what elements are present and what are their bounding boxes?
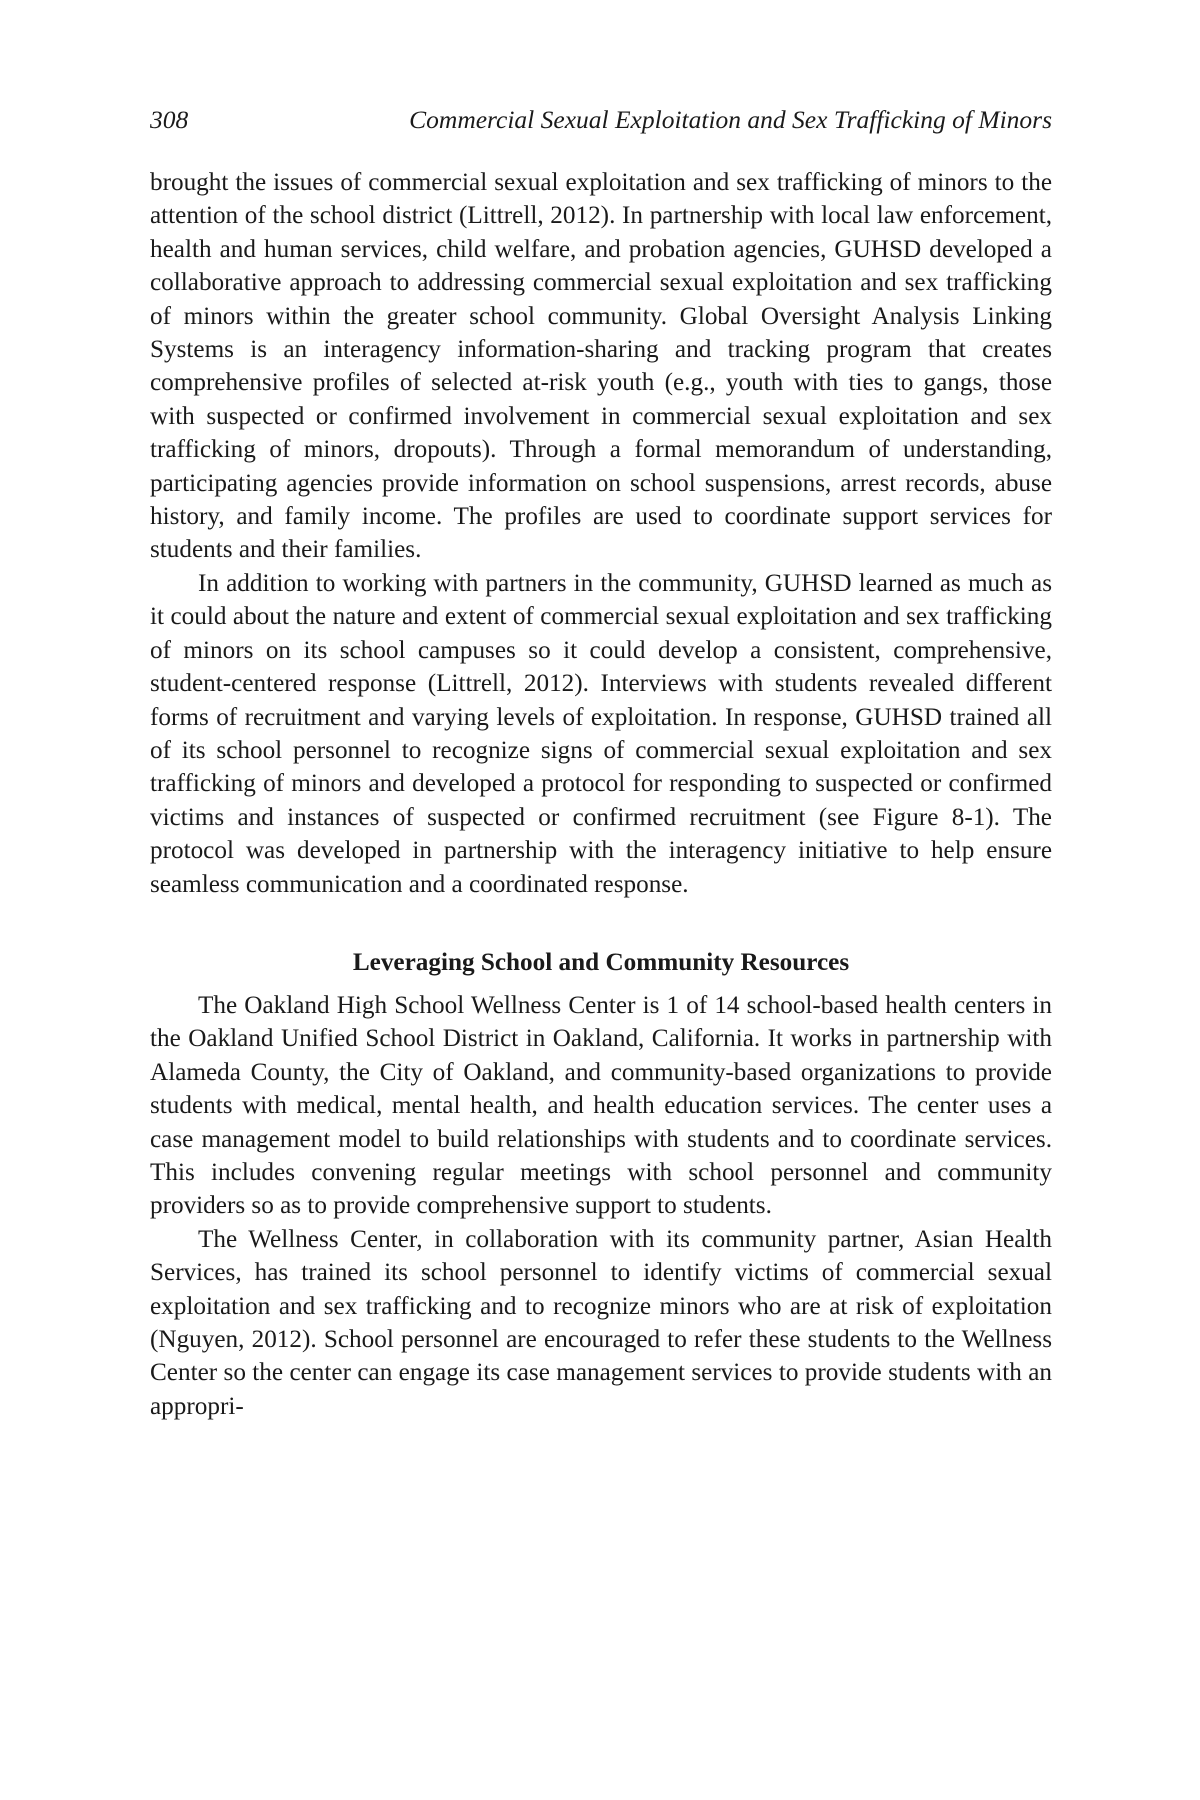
paragraph-continued: brought the issues of commercial sexual exploitation and sex trafficking of minors to the attention of the school district (Littrell, 2012). In partnership with local law enforcement, health and human services, child welfare, and probation agencies, GUHSD developed a collaborative approach to addressing commercial sexual exploitation and sex trafficking of minors within the greater school community. Global Oversight Analysis Linking Systems is an interagency information-sharing and tracking program that creates comprehensive profiles of selected at-risk youth (e.g., youth with ties to gangs, those with suspected or confirmed involvement in commercial sexual exploitation and sex trafficking of minors, dropouts). Through a formal memorandum of understanding, participating agencies provide information on school suspensions, arrest records, abuse history, and family income. The profiles are used to coordinate support services for students and their families. bbox=[150, 169, 1052, 564]
paragraph: The Oakland High School Wellness Center is 1 of 14 school-based health centers in the Oakland Unified School District in Oakland, California. It works in partnership with Alameda County, the City of Oakland, and community-based organizations to provide students with medical, mental health, and health education services. The center uses a case management model to build relationships with students and to coordinate services. This includes convening regular meetings with school personnel and community providers so as to provide comprehensive support to students. bbox=[150, 991, 1052, 1220]
section-heading: Leveraging School and Community Resources bbox=[352, 948, 850, 976]
book-page bbox=[150, 100, 1052, 1423]
paragraph: The Wellness Center, in collaboration with its community partner, Asian Health Services, has trained its school personnel to identify victims of commercial sexual exploitation and sex trafficking and to recognize minors who are at risk of exploitation (Nguyen, 2012). School personnel are encouraged to refer these students to the Wellness Center so the center can engage its case management services to provide students with an appropri- bbox=[150, 1225, 1052, 1420]
running-head bbox=[150, 100, 1052, 140]
body-text bbox=[150, 166, 1052, 1423]
paragraph: In addition to working with partners in the community, GUHSD learned as much as it could about the nature and extent of commercial sexual exploitation and sex trafficking of minors on its school campuses so it could develop a consistent, comprehensive, student-centered response (Littrell, 2012). Interviews with students revealed different forms of recruitment and varying levels of exploitation. In response, GUHSD trained all of its school personnel to recognize signs of commercial sexual exploitation and sex trafficking of minors and developed a protocol for responding to suspected or confirmed victims and instances of suspected or confirmed recruitment (see Figure 8-1). The protocol was developed in partnership with the interagency initiative to help ensure seamless communication and a coordinated response. bbox=[150, 569, 1052, 898]
page-number: 308 bbox=[150, 105, 189, 134]
running-title: Commercial Sexual Exploitation and Sex Trafficking of Minors bbox=[409, 105, 1052, 134]
